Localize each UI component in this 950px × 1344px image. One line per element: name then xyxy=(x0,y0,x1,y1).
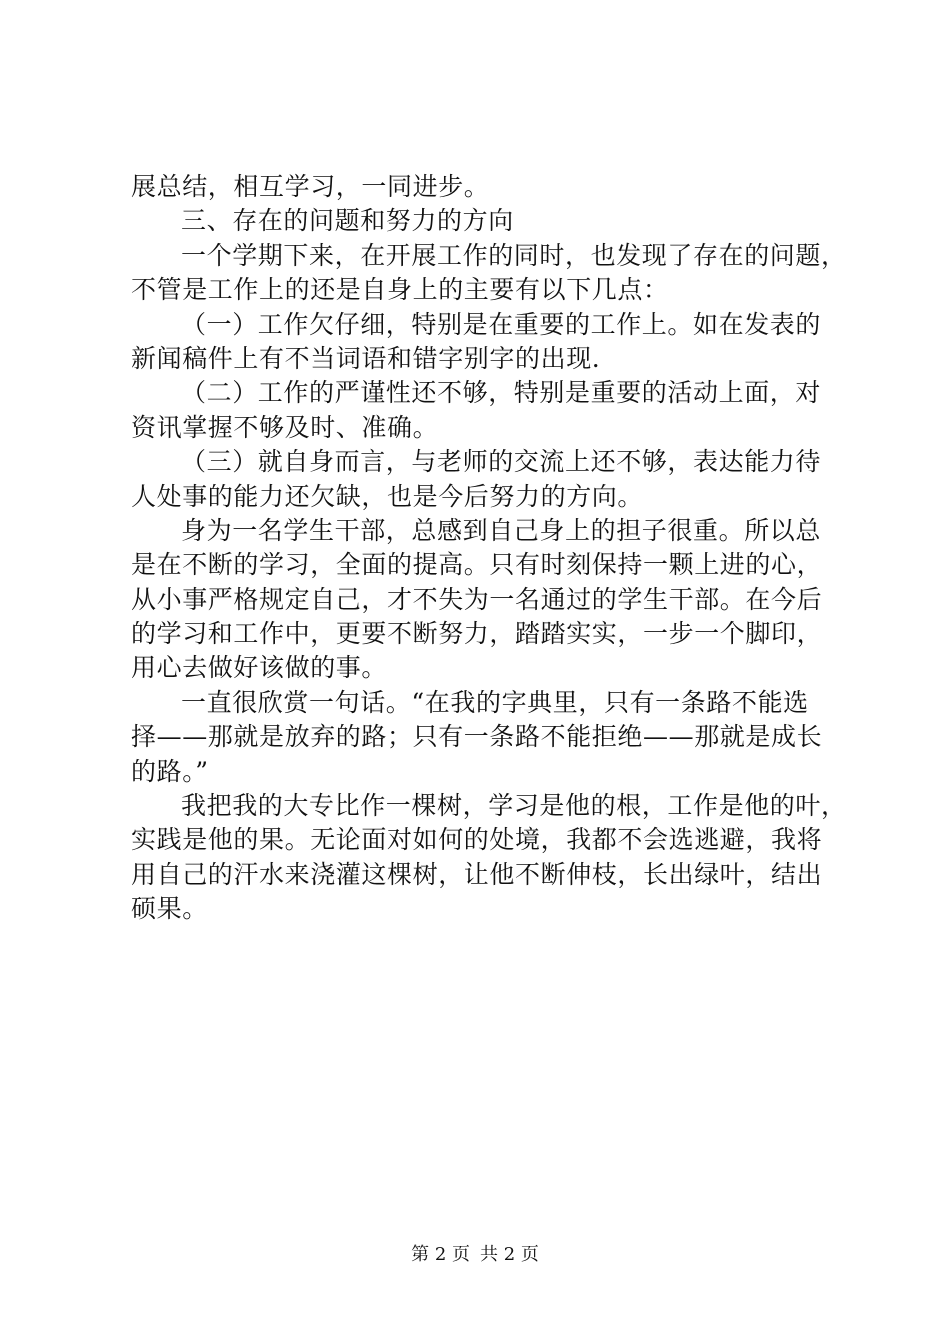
page-total: 共 2 页 xyxy=(480,1244,539,1265)
text-line: 的路。” xyxy=(131,756,209,786)
text-line: 资讯掌握不够及时、准确。 xyxy=(131,412,439,442)
page-number: 第 2 页 xyxy=(411,1244,470,1265)
text-line: 不管是工作上的还是自身上的主要有以下几点： xyxy=(131,275,669,305)
list-item: （三）就自身而言，与老师的交流上还不够，表达能力待 xyxy=(181,447,822,477)
text-line: 我把我的大专比作一棵树，学习是他的根，工作是他的叶， xyxy=(181,791,847,821)
list-item: （一）工作欠仔细，特别是在重要的工作上。如在发表的 xyxy=(181,309,822,339)
text-line: 实践是他的果。无论面对如何的处境，我都不会选逃避，我将 xyxy=(131,825,823,855)
text-line: 身为一名学生干部，总感到自己身上的担子很重。所以总 xyxy=(181,515,822,545)
text-line: 用自己的汗水来浇灌这棵树，让他不断伸枝，长出绿叶，结出 xyxy=(131,859,823,889)
list-item: （二）工作的严谨性还不够，特别是重要的活动上面，对 xyxy=(181,378,822,408)
document-body xyxy=(131,170,847,927)
text-line: 硕果。 xyxy=(131,894,208,924)
text-line: 的学习和工作中，更要不断努力，踏踏实实，一步一个脚印， xyxy=(131,619,823,649)
text-line: 展总结，相互学习，一同进步。 xyxy=(131,172,490,201)
text-line: 人处事的能力还欠缺，也是今后努力的方向。 xyxy=(131,481,644,511)
text-line: 是在不断的学习，全面的提高。只有时刻保持一颗上进的心， xyxy=(131,550,823,580)
text-line: 择——那就是放弃的路；只有一条路不能拒绝——那就是成长 xyxy=(131,722,823,752)
text-line: 一个学期下来，在开展工作的同时，也发现了存在的问题， xyxy=(181,240,847,270)
text-line: 新闻稿件上有不当词语和错字别字的出现. xyxy=(131,343,601,373)
page-footer xyxy=(0,1243,950,1267)
text-line: 从小事严格规定自己，才不失为一名通过的学生干部。在今后 xyxy=(131,584,823,614)
text-line: 用心去做好该做的事。 xyxy=(131,653,388,683)
section-heading: 三、存在的问题和努力的方向 xyxy=(181,206,514,236)
text-line: 一直很欣赏一句话。“在我的字典里，只有一条路不能选 xyxy=(181,687,809,717)
